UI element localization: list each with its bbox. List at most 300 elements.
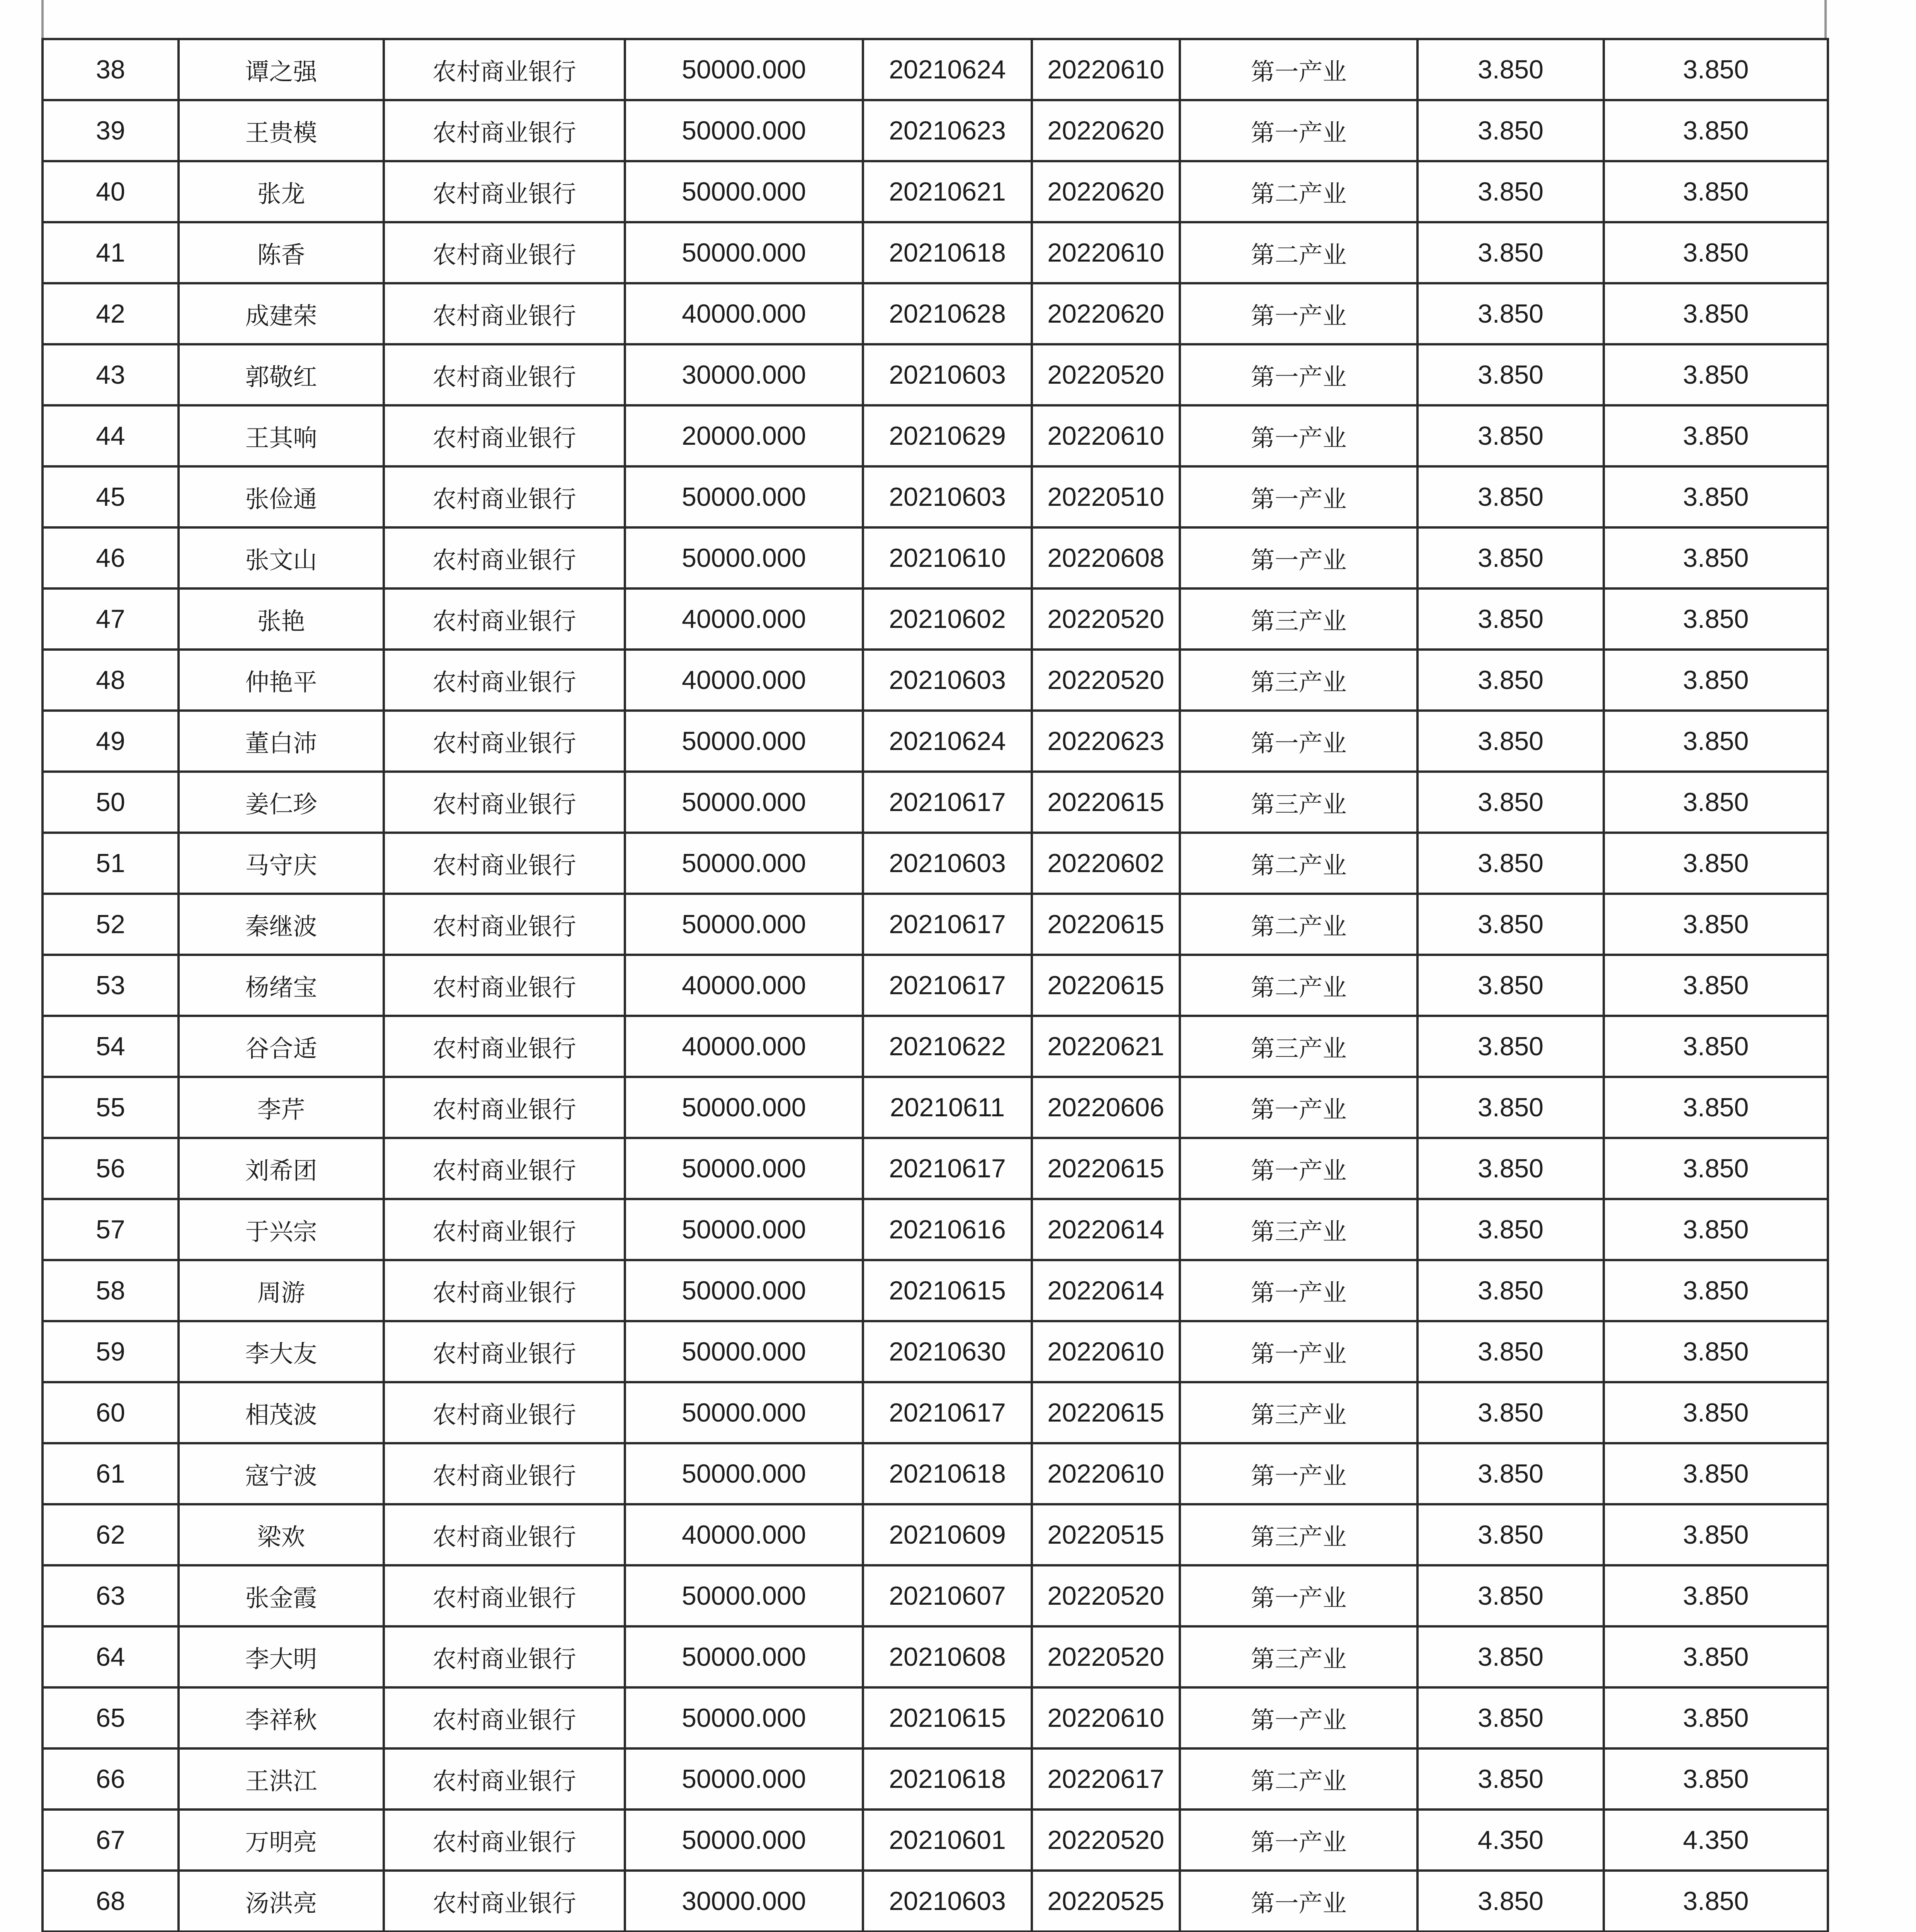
interest-rate-a: 3.850 [1417, 1138, 1604, 1199]
loan-start-date: 20210603 [863, 650, 1032, 711]
row-number: 67 [43, 1810, 179, 1871]
loan-amount: 50000.000 [625, 833, 863, 894]
loan-amount: 50000.000 [625, 161, 863, 222]
row-number: 45 [43, 466, 179, 527]
loan-end-date: 20220617 [1032, 1748, 1180, 1810]
interest-rate-a: 3.850 [1417, 772, 1604, 833]
row-number: 51 [43, 833, 179, 894]
interest-rate-b: 3.850 [1604, 527, 1828, 588]
row-number: 48 [43, 650, 179, 711]
lending-bank: 农村商业银行 [384, 161, 625, 222]
loan-amount: 50000.000 [625, 1687, 863, 1748]
borrower-name: 杨绪宝 [179, 955, 384, 1016]
loan-end-date: 20220610 [1032, 222, 1180, 283]
row-number: 56 [43, 1138, 179, 1199]
loan-start-date: 20210609 [863, 1504, 1032, 1565]
row-number: 41 [43, 222, 179, 283]
industry-sector: 第一产业 [1180, 1443, 1417, 1504]
row-number: 53 [43, 955, 179, 1016]
loan-start-date: 20210617 [863, 894, 1032, 955]
loan-end-date: 20220620 [1032, 100, 1180, 161]
industry-sector: 第一产业 [1180, 283, 1417, 344]
interest-rate-a: 3.850 [1417, 1260, 1604, 1321]
industry-sector: 第一产业 [1180, 1687, 1417, 1748]
table-row [43, 1810, 1828, 1871]
table-row [43, 344, 1828, 405]
lending-bank: 农村商业银行 [384, 955, 625, 1016]
table-row [43, 1687, 1828, 1748]
lending-bank: 农村商业银行 [384, 1871, 625, 1932]
table-row [43, 222, 1828, 283]
borrower-name: 马守庆 [179, 833, 384, 894]
loan-amount: 50000.000 [625, 1138, 863, 1199]
interest-rate-a: 3.850 [1417, 161, 1604, 222]
lending-bank: 农村商业银行 [384, 527, 625, 588]
borrower-name: 刘希团 [179, 1138, 384, 1199]
lending-bank: 农村商业银行 [384, 711, 625, 772]
interest-rate-b: 3.850 [1604, 1016, 1828, 1077]
loan-amount: 50000.000 [625, 1321, 863, 1382]
table-row [43, 527, 1828, 588]
row-number: 66 [43, 1748, 179, 1810]
borrower-name: 相茂波 [179, 1382, 384, 1443]
interest-rate-a: 3.850 [1417, 894, 1604, 955]
industry-sector: 第三产业 [1180, 650, 1417, 711]
lending-bank: 农村商业银行 [384, 772, 625, 833]
loan-amount: 40000.000 [625, 1504, 863, 1565]
loan-end-date: 20220520 [1032, 1565, 1180, 1626]
loan-table [41, 38, 1829, 1932]
industry-sector: 第一产业 [1180, 100, 1417, 161]
borrower-name: 张艳 [179, 588, 384, 650]
industry-sector: 第二产业 [1180, 955, 1417, 1016]
loan-amount: 50000.000 [625, 1810, 863, 1871]
industry-sector: 第二产业 [1180, 894, 1417, 955]
row-number: 38 [43, 39, 179, 100]
loan-start-date: 20210618 [863, 1443, 1032, 1504]
borrower-name: 寇宁波 [179, 1443, 384, 1504]
loan-start-date: 20210603 [863, 1871, 1032, 1932]
loan-end-date: 20220615 [1032, 1382, 1180, 1443]
loan-amount: 40000.000 [625, 588, 863, 650]
table-row [43, 1565, 1828, 1626]
borrower-name: 李芹 [179, 1077, 384, 1138]
table-row [43, 1871, 1828, 1932]
table-row [43, 772, 1828, 833]
table-row [43, 39, 1828, 100]
lending-bank: 农村商业银行 [384, 1199, 625, 1260]
table-row [43, 894, 1828, 955]
loan-end-date: 20220615 [1032, 955, 1180, 1016]
lending-bank: 农村商业银行 [384, 100, 625, 161]
loan-start-date: 20210603 [863, 466, 1032, 527]
interest-rate-b: 3.850 [1604, 1626, 1828, 1687]
lending-bank: 农村商业银行 [384, 1260, 625, 1321]
interest-rate-b: 3.850 [1604, 1382, 1828, 1443]
industry-sector: 第三产业 [1180, 1504, 1417, 1565]
industry-sector: 第三产业 [1180, 1199, 1417, 1260]
row-number: 63 [43, 1565, 179, 1626]
table-row [43, 1016, 1828, 1077]
loan-end-date: 20220620 [1032, 161, 1180, 222]
loan-amount: 40000.000 [625, 650, 863, 711]
table-row [43, 283, 1828, 344]
industry-sector: 第一产业 [1180, 1077, 1417, 1138]
lending-bank: 农村商业银行 [384, 1443, 625, 1504]
loan-amount: 50000.000 [625, 527, 863, 588]
borrower-name: 万明亮 [179, 1810, 384, 1871]
row-number: 55 [43, 1077, 179, 1138]
industry-sector: 第三产业 [1180, 1016, 1417, 1077]
interest-rate-b: 3.850 [1604, 772, 1828, 833]
borrower-name: 张俭通 [179, 466, 384, 527]
borrower-name: 谭之强 [179, 39, 384, 100]
interest-rate-b: 3.850 [1604, 1138, 1828, 1199]
row-number: 59 [43, 1321, 179, 1382]
loan-end-date: 20220621 [1032, 1016, 1180, 1077]
row-number: 60 [43, 1382, 179, 1443]
interest-rate-b: 3.850 [1604, 1077, 1828, 1138]
loan-start-date: 20210601 [863, 1810, 1032, 1871]
lending-bank: 农村商业银行 [384, 1687, 625, 1748]
loan-start-date: 20210630 [863, 1321, 1032, 1382]
lending-bank: 农村商业银行 [384, 1504, 625, 1565]
interest-rate-a: 3.850 [1417, 1687, 1604, 1748]
interest-rate-b: 3.850 [1604, 711, 1828, 772]
loan-start-date: 20210603 [863, 344, 1032, 405]
interest-rate-a: 3.850 [1417, 222, 1604, 283]
loan-amount: 50000.000 [625, 1077, 863, 1138]
interest-rate-a: 3.850 [1417, 1199, 1604, 1260]
interest-rate-a: 3.850 [1417, 1077, 1604, 1138]
table-row [43, 1321, 1828, 1382]
row-number: 49 [43, 711, 179, 772]
interest-rate-b: 3.850 [1604, 1504, 1828, 1565]
loan-start-date: 20210603 [863, 833, 1032, 894]
loan-amount: 50000.000 [625, 100, 863, 161]
loan-end-date: 20220620 [1032, 283, 1180, 344]
row-number: 68 [43, 1871, 179, 1932]
loan-end-date: 20220510 [1032, 466, 1180, 527]
lending-bank: 农村商业银行 [384, 588, 625, 650]
borrower-name: 董白沛 [179, 711, 384, 772]
interest-rate-a: 4.350 [1417, 1810, 1604, 1871]
borrower-name: 梁欢 [179, 1504, 384, 1565]
loan-end-date: 20220610 [1032, 1321, 1180, 1382]
lending-bank: 农村商业银行 [384, 283, 625, 344]
loan-amount: 50000.000 [625, 222, 863, 283]
table-row [43, 1260, 1828, 1321]
loan-end-date: 20220608 [1032, 527, 1180, 588]
loan-amount: 50000.000 [625, 1443, 863, 1504]
table-row [43, 161, 1828, 222]
row-number: 57 [43, 1199, 179, 1260]
loan-end-date: 20220602 [1032, 833, 1180, 894]
loan-start-date: 20210629 [863, 405, 1032, 466]
row-number: 40 [43, 161, 179, 222]
loan-start-date: 20210622 [863, 1016, 1032, 1077]
loan-amount: 30000.000 [625, 1871, 863, 1932]
industry-sector: 第二产业 [1180, 161, 1417, 222]
industry-sector: 第三产业 [1180, 1382, 1417, 1443]
lending-bank: 农村商业银行 [384, 1138, 625, 1199]
loan-amount: 50000.000 [625, 39, 863, 100]
interest-rate-a: 3.850 [1417, 1871, 1604, 1932]
loan-start-date: 20210607 [863, 1565, 1032, 1626]
loan-start-date: 20210615 [863, 1687, 1032, 1748]
loan-end-date: 20220610 [1032, 1687, 1180, 1748]
interest-rate-a: 3.850 [1417, 955, 1604, 1016]
interest-rate-b: 3.850 [1604, 100, 1828, 161]
loan-start-date: 20210617 [863, 772, 1032, 833]
loan-end-date: 20220520 [1032, 1810, 1180, 1871]
borrower-name: 陈香 [179, 222, 384, 283]
interest-rate-a: 3.850 [1417, 711, 1604, 772]
loan-start-date: 20210617 [863, 955, 1032, 1016]
industry-sector: 第二产业 [1180, 833, 1417, 894]
industry-sector: 第三产业 [1180, 588, 1417, 650]
loan-start-date: 20210621 [863, 161, 1032, 222]
lending-bank: 农村商业银行 [384, 833, 625, 894]
loan-table-body [43, 39, 1828, 1932]
borrower-name: 张文山 [179, 527, 384, 588]
interest-rate-b: 3.850 [1604, 1443, 1828, 1504]
loan-amount: 30000.000 [625, 344, 863, 405]
loan-end-date: 20220623 [1032, 711, 1180, 772]
row-number: 46 [43, 527, 179, 588]
interest-rate-a: 3.850 [1417, 1321, 1604, 1382]
industry-sector: 第一产业 [1180, 1260, 1417, 1321]
loan-start-date: 20210618 [863, 222, 1032, 283]
borrower-name: 姜仁珍 [179, 772, 384, 833]
industry-sector: 第三产业 [1180, 772, 1417, 833]
table-row [43, 100, 1828, 161]
table-row [43, 405, 1828, 466]
interest-rate-a: 3.850 [1417, 344, 1604, 405]
interest-rate-b: 3.850 [1604, 39, 1828, 100]
interest-rate-a: 3.850 [1417, 405, 1604, 466]
table-row [43, 711, 1828, 772]
loan-end-date: 20220615 [1032, 894, 1180, 955]
lending-bank: 农村商业银行 [384, 222, 625, 283]
loan-end-date: 20220610 [1032, 1443, 1180, 1504]
row-number: 52 [43, 894, 179, 955]
industry-sector: 第一产业 [1180, 405, 1417, 466]
table-row [43, 1504, 1828, 1565]
interest-rate-a: 3.850 [1417, 1504, 1604, 1565]
industry-sector: 第一产业 [1180, 711, 1417, 772]
loan-amount: 50000.000 [625, 894, 863, 955]
table-row [43, 1748, 1828, 1810]
loan-amount: 40000.000 [625, 1016, 863, 1077]
industry-sector: 第一产业 [1180, 1138, 1417, 1199]
borrower-name: 王其响 [179, 405, 384, 466]
loan-amount: 50000.000 [625, 711, 863, 772]
interest-rate-a: 3.850 [1417, 650, 1604, 711]
loan-amount: 50000.000 [625, 1565, 863, 1626]
borrower-name: 汤洪亮 [179, 1871, 384, 1932]
interest-rate-a: 3.850 [1417, 1016, 1604, 1077]
table-row [43, 833, 1828, 894]
borrower-name: 于兴宗 [179, 1199, 384, 1260]
borrower-name: 李大友 [179, 1321, 384, 1382]
interest-rate-a: 3.850 [1417, 1443, 1604, 1504]
loan-end-date: 20220520 [1032, 588, 1180, 650]
interest-rate-a: 3.850 [1417, 1748, 1604, 1810]
borrower-name: 仲艳平 [179, 650, 384, 711]
loan-start-date: 20210618 [863, 1748, 1032, 1810]
interest-rate-b: 3.850 [1604, 161, 1828, 222]
lending-bank: 农村商业银行 [384, 1748, 625, 1810]
loan-start-date: 20210610 [863, 527, 1032, 588]
lending-bank: 农村商业银行 [384, 344, 625, 405]
borrower-name: 周游 [179, 1260, 384, 1321]
lending-bank: 农村商业银行 [384, 39, 625, 100]
loan-start-date: 20210624 [863, 711, 1032, 772]
loan-end-date: 20220525 [1032, 1871, 1180, 1932]
lending-bank: 农村商业银行 [384, 894, 625, 955]
loan-end-date: 20220615 [1032, 772, 1180, 833]
table-row [43, 588, 1828, 650]
loan-start-date: 20210623 [863, 100, 1032, 161]
interest-rate-b: 3.850 [1604, 955, 1828, 1016]
industry-sector: 第一产业 [1180, 466, 1417, 527]
loan-end-date: 20220614 [1032, 1199, 1180, 1260]
lending-bank: 农村商业银行 [384, 405, 625, 466]
loan-start-date: 20210616 [863, 1199, 1032, 1260]
lending-bank: 农村商业银行 [384, 1626, 625, 1687]
industry-sector: 第一产业 [1180, 1565, 1417, 1626]
interest-rate-b: 3.850 [1604, 1687, 1828, 1748]
lending-bank: 农村商业银行 [384, 1016, 625, 1077]
interest-rate-b: 3.850 [1604, 466, 1828, 527]
loan-amount: 40000.000 [625, 955, 863, 1016]
interest-rate-a: 3.850 [1417, 466, 1604, 527]
loan-end-date: 20220606 [1032, 1077, 1180, 1138]
table-row [43, 466, 1828, 527]
lending-bank: 农村商业银行 [384, 466, 625, 527]
row-number: 44 [43, 405, 179, 466]
loan-end-date: 20220520 [1032, 344, 1180, 405]
interest-rate-b: 4.350 [1604, 1810, 1828, 1871]
loan-amount: 50000.000 [625, 1260, 863, 1321]
loan-amount: 40000.000 [625, 283, 863, 344]
loan-end-date: 20220615 [1032, 1138, 1180, 1199]
row-number: 42 [43, 283, 179, 344]
row-number: 47 [43, 588, 179, 650]
borrower-name: 张龙 [179, 161, 384, 222]
row-number: 61 [43, 1443, 179, 1504]
table-row [43, 1077, 1828, 1138]
interest-rate-b: 3.850 [1604, 405, 1828, 466]
borrower-name: 王贵模 [179, 100, 384, 161]
interest-rate-b: 3.850 [1604, 1871, 1828, 1932]
table-row [43, 1626, 1828, 1687]
interest-rate-b: 3.850 [1604, 1321, 1828, 1382]
interest-rate-a: 3.850 [1417, 527, 1604, 588]
lending-bank: 农村商业银行 [384, 650, 625, 711]
table-row [43, 1199, 1828, 1260]
industry-sector: 第一产业 [1180, 344, 1417, 405]
interest-rate-a: 3.850 [1417, 283, 1604, 344]
row-number: 58 [43, 1260, 179, 1321]
interest-rate-b: 3.850 [1604, 344, 1828, 405]
interest-rate-b: 3.850 [1604, 1199, 1828, 1260]
interest-rate-b: 3.850 [1604, 650, 1828, 711]
interest-rate-a: 3.850 [1417, 39, 1604, 100]
table-row [43, 1138, 1828, 1199]
loan-end-date: 20220610 [1032, 405, 1180, 466]
loan-start-date: 20210615 [863, 1260, 1032, 1321]
interest-rate-a: 3.850 [1417, 1382, 1604, 1443]
loan-start-date: 20210628 [863, 283, 1032, 344]
table-row [43, 955, 1828, 1016]
loan-amount: 50000.000 [625, 466, 863, 527]
interest-rate-a: 3.850 [1417, 1565, 1604, 1626]
interest-rate-a: 3.850 [1417, 588, 1604, 650]
loan-amount: 50000.000 [625, 1748, 863, 1810]
loan-start-date: 20210624 [863, 39, 1032, 100]
row-number: 62 [43, 1504, 179, 1565]
loan-start-date: 20210608 [863, 1626, 1032, 1687]
loan-end-date: 20220520 [1032, 1626, 1180, 1687]
loan-end-date: 20220614 [1032, 1260, 1180, 1321]
interest-rate-b: 3.850 [1604, 1748, 1828, 1810]
industry-sector: 第一产业 [1180, 527, 1417, 588]
lending-bank: 农村商业银行 [384, 1565, 625, 1626]
table-row [43, 1382, 1828, 1443]
borrower-name: 张金霞 [179, 1565, 384, 1626]
borrower-name: 谷合适 [179, 1016, 384, 1077]
loan-amount: 50000.000 [625, 1199, 863, 1260]
lending-bank: 农村商业银行 [384, 1077, 625, 1138]
borrower-name: 李祥秋 [179, 1687, 384, 1748]
loan-amount: 50000.000 [625, 772, 863, 833]
interest-rate-a: 3.850 [1417, 100, 1604, 161]
interest-rate-b: 3.850 [1604, 283, 1828, 344]
borrower-name: 王洪江 [179, 1748, 384, 1810]
industry-sector: 第一产业 [1180, 1810, 1417, 1871]
loan-start-date: 20210611 [863, 1077, 1032, 1138]
table-row [43, 650, 1828, 711]
interest-rate-b: 3.850 [1604, 222, 1828, 283]
industry-sector: 第三产业 [1180, 1626, 1417, 1687]
lending-bank: 农村商业银行 [384, 1382, 625, 1443]
borrower-name: 秦继波 [179, 894, 384, 955]
interest-rate-a: 3.850 [1417, 1626, 1604, 1687]
lending-bank: 农村商业银行 [384, 1321, 625, 1382]
row-number: 64 [43, 1626, 179, 1687]
loan-end-date: 20220520 [1032, 650, 1180, 711]
row-number: 50 [43, 772, 179, 833]
table-row [43, 1443, 1828, 1504]
borrower-name: 李大明 [179, 1626, 384, 1687]
loan-start-date: 20210602 [863, 588, 1032, 650]
borrower-name: 成建荣 [179, 283, 384, 344]
interest-rate-b: 3.850 [1604, 588, 1828, 650]
interest-rate-b: 3.850 [1604, 1260, 1828, 1321]
industry-sector: 第一产业 [1180, 39, 1417, 100]
industry-sector: 第二产业 [1180, 1748, 1417, 1810]
interest-rate-a: 3.850 [1417, 833, 1604, 894]
interest-rate-b: 3.850 [1604, 833, 1828, 894]
loan-start-date: 20210617 [863, 1382, 1032, 1443]
loan-end-date: 20220515 [1032, 1504, 1180, 1565]
loan-amount: 20000.000 [625, 405, 863, 466]
loan-amount: 50000.000 [625, 1626, 863, 1687]
loan-amount: 50000.000 [625, 1382, 863, 1443]
row-number: 65 [43, 1687, 179, 1748]
